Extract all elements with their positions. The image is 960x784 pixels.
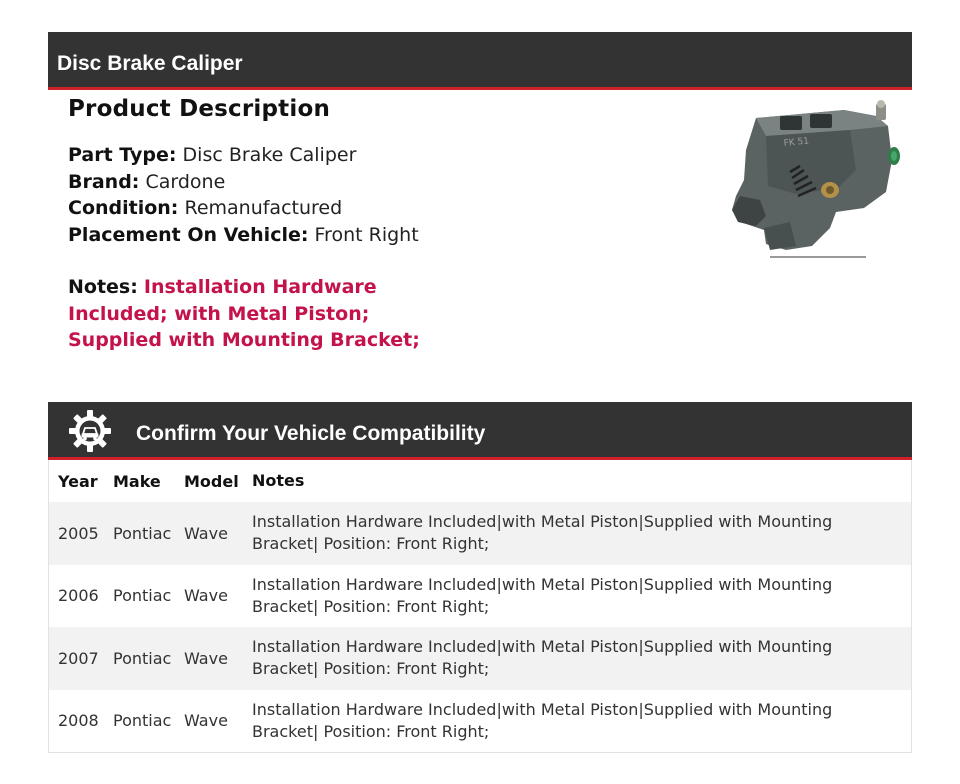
cell-model: Wave: [184, 711, 228, 731]
cell-make: Pontiac: [113, 648, 172, 668]
spec-brand: [68, 169, 628, 196]
cell-make: Pontiac: [113, 586, 172, 606]
cell-notes: Installation Hardware Included|with Metal Piston|Supplied with Mounting Bracket| Position: Front Right;: [252, 637, 833, 679]
column-header-year: Year: [58, 471, 98, 491]
compatibility-table: [48, 460, 912, 753]
cell-year: 2008: [58, 711, 99, 731]
gear-car-icon: [68, 409, 112, 453]
product-description: [68, 96, 628, 354]
notes-value: Installation Hardware Included; with Metal Piston; Supplied with Mounting Bracket;: [68, 276, 420, 351]
table-row: [49, 690, 911, 753]
description-heading: Product Description: [68, 96, 331, 122]
product-title: Disc Brake Caliper: [57, 52, 243, 75]
spec-label: Condition:: [68, 197, 179, 219]
spec-value: Front Right: [314, 223, 419, 246]
table-row: [49, 502, 911, 565]
cell-model: Wave: [184, 648, 228, 668]
spec-label: Placement On Vehicle:: [68, 223, 309, 246]
cell-notes: Installation Hardware Included|with Metal Piston|Supplied with Mounting Bracket| Position: Front Right;: [252, 699, 833, 741]
spec-label: Brand:: [68, 170, 140, 193]
cell-make: Pontiac: [113, 711, 172, 731]
spec-value: Disc Brake Caliper: [182, 144, 357, 166]
table-row: [49, 627, 911, 690]
brake-caliper-image: [726, 100, 906, 262]
spec-value: Cardone: [145, 170, 226, 193]
product-notes: [68, 274, 448, 354]
cell-model: Wave: [184, 523, 228, 543]
cell-year: 2005: [58, 523, 99, 543]
cell-make: Pontiac: [113, 523, 172, 543]
compatibility-header: [48, 402, 912, 460]
svg-text:FK 51: FK 51: [783, 136, 810, 149]
column-header-model: Model: [184, 471, 239, 491]
column-header-notes: Notes: [252, 471, 305, 490]
cell-notes: Installation Hardware Included|with Metal Piston|Supplied with Mounting Bracket| Position: Front Right;: [252, 574, 833, 616]
spec-part-type: [68, 142, 628, 169]
cell-year: 2007: [58, 648, 99, 668]
column-header-make: Make: [113, 471, 161, 491]
table-row: [49, 565, 911, 628]
cell-model: Wave: [184, 586, 228, 606]
product-title-bar: [48, 32, 912, 90]
cell-notes: Installation Hardware Included|with Metal Piston|Supplied with Mounting Bracket| Position: Front Right;: [252, 512, 833, 554]
spec-placement: [68, 222, 628, 249]
cell-year: 2006: [58, 586, 99, 606]
table-header: [49, 460, 911, 502]
notes-label: Notes:: [68, 276, 138, 298]
spec-label: Part Type:: [68, 144, 177, 166]
compatibility-title: Confirm Your Vehicle Compatibility: [136, 422, 486, 445]
spec-condition: [68, 195, 628, 222]
spec-value: Remanufactured: [184, 197, 343, 219]
